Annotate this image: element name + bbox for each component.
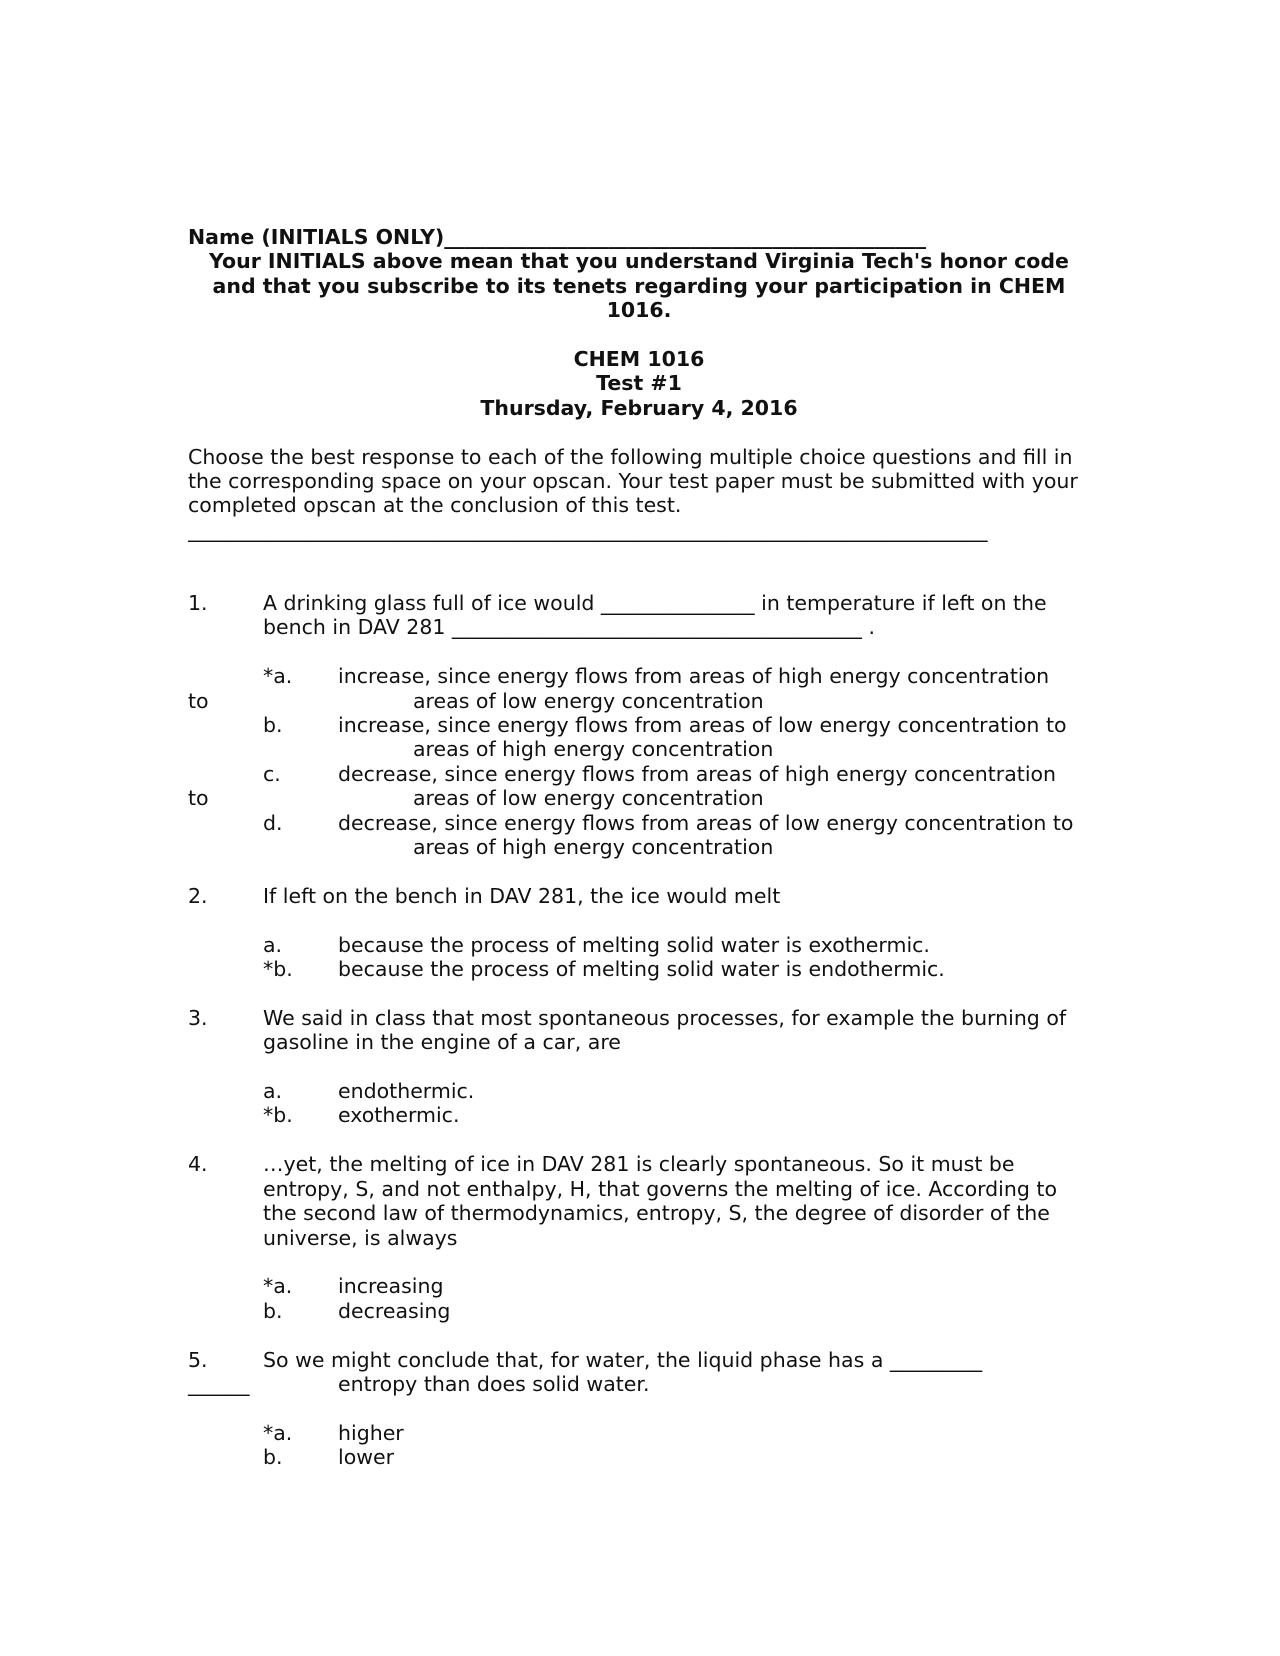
option-margin-text: to — [188, 786, 209, 811]
question-text-line: A drinking glass full of ice would _______________ in temperature if left on the — [263, 591, 1047, 616]
divider-line: ______________________________________________________________________________ — [188, 517, 988, 542]
question-number: 1. — [188, 591, 208, 616]
question-text-line: …yet, the melting of ice in DAV 281 is clearly spontaneous. So it must be — [263, 1152, 1015, 1177]
option-1d[interactable] — [188, 811, 1090, 860]
test-page — [188, 225, 1090, 1470]
option-letter: a. — [263, 1079, 283, 1104]
option-1b[interactable] — [188, 713, 1090, 762]
option-text-cont: areas of low energy concentration — [413, 688, 764, 713]
question-3 — [188, 1006, 1090, 1055]
option-text: higher — [338, 1420, 404, 1445]
question-text-line: gasoline in the engine of a car, are — [263, 1030, 621, 1055]
option-margin-text: to — [188, 688, 209, 713]
option-text: increase, since energy flows from areas of low energy concentration to — [338, 713, 1067, 738]
honor-line: and that you subscribe to its tenets regarding your participation in CHEM — [212, 273, 1066, 298]
option-letter: a. — [263, 932, 283, 957]
option-letter: c. — [263, 761, 281, 786]
question-number: 4. — [188, 1152, 208, 1177]
honor-line: Your INITIALS above mean that you understand Virginia Tech's honor code — [209, 249, 1069, 274]
question-number: 2. — [188, 883, 208, 908]
option-text: endothermic. — [338, 1079, 475, 1104]
option-5b[interactable] — [188, 1445, 1090, 1469]
question-5-continuation — [188, 1372, 1090, 1396]
option-letter: b. — [263, 1445, 283, 1470]
option-text-cont: areas of high energy concentration — [413, 737, 774, 762]
honor-line: 1016. — [606, 298, 672, 323]
option-5a[interactable] — [188, 1421, 1090, 1445]
test-date: Thursday, February 4, 2016 — [480, 395, 798, 420]
option-text: because the process of melting solid water is endothermic. — [338, 957, 945, 982]
option-text: because the process of melting solid water is exothermic. — [338, 932, 930, 957]
option-1c[interactable] — [188, 762, 1090, 811]
option-letter: *a. — [263, 664, 293, 689]
honor-code-statement — [188, 249, 1090, 322]
question-text-line: entropy than does solid water. — [338, 1371, 650, 1396]
question-text-line: We said in class that most spontaneous processes, for example the burning of — [263, 1005, 1067, 1030]
option-1a[interactable] — [188, 664, 1090, 713]
question-text-line: bench in DAV 281 ________________________________________ . — [263, 615, 875, 640]
option-text: decrease, since energy flows from areas of low energy concentration to — [338, 810, 1074, 835]
option-4a[interactable] — [188, 1274, 1090, 1298]
option-letter: *a. — [263, 1274, 293, 1299]
option-4b[interactable] — [188, 1299, 1090, 1323]
option-letter: d. — [263, 810, 283, 835]
option-letter: b. — [263, 1298, 283, 1323]
name-initials-field[interactable]: Name (INITIALS ONLY)_______________________________________________ — [188, 225, 927, 249]
option-letter: *b. — [263, 957, 293, 982]
course-title: CHEM 1016 — [573, 347, 705, 372]
option-text: exothermic. — [338, 1103, 460, 1128]
question-text-line: If left on the bench in DAV 281, the ice would melt — [263, 883, 781, 908]
option-text: decrease, since energy flows from areas of high energy concentration — [338, 761, 1057, 786]
question-text-line: So we might conclude that, for water, the liquid phase has a _________ — [263, 1347, 983, 1372]
question-1 — [188, 591, 1090, 640]
option-2a[interactable] — [188, 933, 1090, 957]
option-letter: *b. — [263, 1103, 293, 1128]
question-2 — [188, 884, 1090, 908]
test-title: Test #1 — [596, 371, 682, 396]
option-text: decreasing — [338, 1298, 451, 1323]
option-letter: *a. — [263, 1420, 293, 1445]
option-letter: b. — [263, 713, 283, 738]
option-text: increase, since energy flows from areas of high energy concentration — [338, 664, 1050, 689]
question-number: 5. — [188, 1347, 208, 1372]
blank-continuation: ______ — [188, 1371, 250, 1396]
question-text-line: the second law of thermodynamics, entropy, S, the degree of disorder of the — [263, 1201, 1050, 1226]
option-text-cont: areas of low energy concentration — [413, 786, 764, 811]
question-text-line: entropy, S, and not enthalpy, H, that governs the melting of ice. According to — [263, 1176, 1057, 1201]
question-5 — [188, 1348, 1090, 1372]
question-text-line: universe, is always — [263, 1225, 458, 1250]
option-text: increasing — [338, 1274, 444, 1299]
option-text-cont: areas of high energy concentration — [413, 835, 774, 860]
option-3b[interactable] — [188, 1103, 1090, 1127]
question-number: 3. — [188, 1005, 208, 1030]
question-4 — [188, 1152, 1090, 1250]
option-2b[interactable] — [188, 957, 1090, 981]
option-text: lower — [338, 1445, 395, 1470]
instructions: Choose the best response to each of the following multiple choice questions and fill in the corresponding space on your opscan. Your test paper must be submitted with your completed opscan at the conclusion of this test. — [188, 444, 1078, 518]
option-3a[interactable] — [188, 1079, 1090, 1103]
